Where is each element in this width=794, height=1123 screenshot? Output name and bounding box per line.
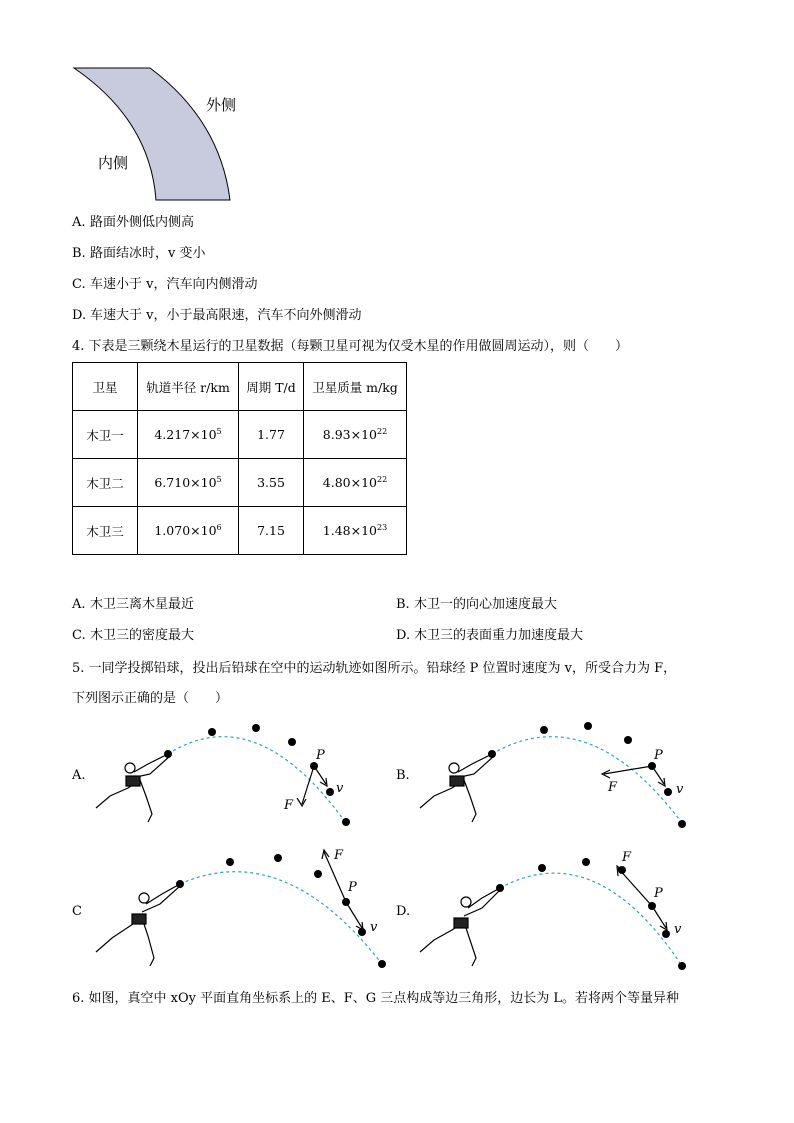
orbit-radius: $6.710\times 10^5$ — [138, 459, 239, 507]
velocity-arrow — [652, 766, 665, 786]
velocity-arrow — [314, 766, 327, 786]
satellite-table — [72, 362, 407, 555]
satellite-name: 木卫二 — [73, 459, 138, 507]
road-curve-figure — [60, 60, 260, 205]
q5-b-p-label: P — [654, 748, 663, 763]
q3-option-b[interactable]: B. 路面结冰时，v 变小 — [72, 246, 206, 261]
orbit-radius: $4.217\times 10^5$ — [138, 411, 239, 459]
q5-figure-d-letter[interactable]: D. — [396, 904, 411, 919]
q3-option-a[interactable]: A. 路面外侧低内侧高 — [72, 215, 195, 230]
force-arrow — [617, 866, 652, 906]
q5-a-p-label: P — [316, 748, 325, 763]
table-row — [73, 507, 407, 555]
q4-option-b[interactable]: B. 木卫一的向心加速度最大 — [396, 597, 558, 612]
thrower-figure — [96, 884, 180, 966]
q6-stem: 6. 如图，真空中 xOy 平面直角坐标系上的 E、F、G 三点构成等边三角形，边长为 L。若将两个等量异种 — [72, 991, 680, 1006]
q4-stem: 4. 下表是三颗绕木星运行的卫星数据（每颗卫星可视为仅受木星的作用做圆周运动），则（ ） — [72, 339, 629, 354]
outer-side-label: 外侧 — [206, 96, 237, 114]
period: 3.55 — [239, 459, 304, 507]
q5-figure-d[interactable] — [412, 848, 692, 973]
satellite-name: 木卫三 — [73, 507, 138, 555]
q5-stem-line2: 下列图示正确的是（ ） — [72, 691, 229, 706]
q5-b-v-label: v — [676, 782, 684, 797]
thrower-figure — [96, 754, 170, 822]
orbit-radius: $1.070\times 10^6$ — [138, 507, 239, 555]
q5-d-v-label: v — [674, 922, 682, 937]
satellite-mass: $1.48\times 10^{23}$ — [304, 507, 407, 555]
q5-figure-c-letter[interactable]: C — [72, 904, 82, 919]
period: 1.77 — [239, 411, 304, 459]
q3-option-c[interactable]: C. 车速小于 v，汽车向内侧滑动 — [72, 277, 258, 292]
thrower-figure — [420, 888, 500, 966]
q5-c-f-label: F — [334, 848, 344, 863]
trajectory-points — [176, 854, 386, 968]
q5-b-f-label: F — [608, 780, 618, 795]
header-period: 周期 T/d — [239, 363, 304, 411]
q4-option-c[interactable]: C. 木卫三的密度最大 — [72, 628, 195, 643]
table-row — [73, 411, 407, 459]
trajectory-points — [488, 722, 686, 828]
velocity-arrow — [652, 906, 667, 930]
velocity-arrow — [346, 902, 363, 930]
road-band — [74, 68, 230, 200]
q5-figure-b[interactable] — [412, 718, 692, 833]
q5-d-f-label: F — [622, 850, 632, 865]
force-arrow — [297, 766, 314, 806]
header-mass: 卫星质量 m/kg — [304, 363, 407, 411]
q4-option-d[interactable]: D. 木卫三的表面重力加速度最大 — [396, 628, 584, 643]
satellite-name: 木卫一 — [73, 411, 138, 459]
q5-figure-b-letter[interactable]: B. — [396, 768, 410, 783]
q4-option-a[interactable]: A. 木卫三离木星最近 — [72, 597, 195, 612]
q5-figure-a-letter[interactable]: A. — [72, 768, 86, 783]
satellite-mass: $8.93\times 10^{22}$ — [304, 411, 407, 459]
header-radius: 轨道半径 r/km — [138, 363, 239, 411]
q3-option-d[interactable]: D. 车速大于 v，小于最高限速，汽车不向外侧滑动 — [72, 308, 362, 323]
q5-stem-line1: 5. 一同学投掷铅球，投出后铅球在空中的运动轨迹如图所示。铅球经 P 位置时速度为 v，所受合力为 F， — [72, 661, 677, 676]
q5-c-p-label: P — [348, 880, 357, 895]
table-header-row — [73, 363, 407, 411]
force-arrow — [602, 766, 652, 778]
period: 7.15 — [239, 507, 304, 555]
trajectory-points — [164, 724, 350, 826]
q5-a-f-label: F — [284, 798, 294, 813]
header-satellite: 卫星 — [73, 363, 138, 411]
thrower-figure — [420, 754, 494, 822]
q5-d-p-label: P — [654, 886, 663, 901]
q5-figure-a[interactable] — [88, 718, 368, 833]
q5-a-v-label: v — [336, 781, 344, 796]
table-row — [73, 459, 407, 507]
satellite-mass: $4.80\times 10^{22}$ — [304, 459, 407, 507]
q5-c-v-label: v — [370, 920, 378, 935]
inner-side-label: 内侧 — [98, 154, 129, 172]
